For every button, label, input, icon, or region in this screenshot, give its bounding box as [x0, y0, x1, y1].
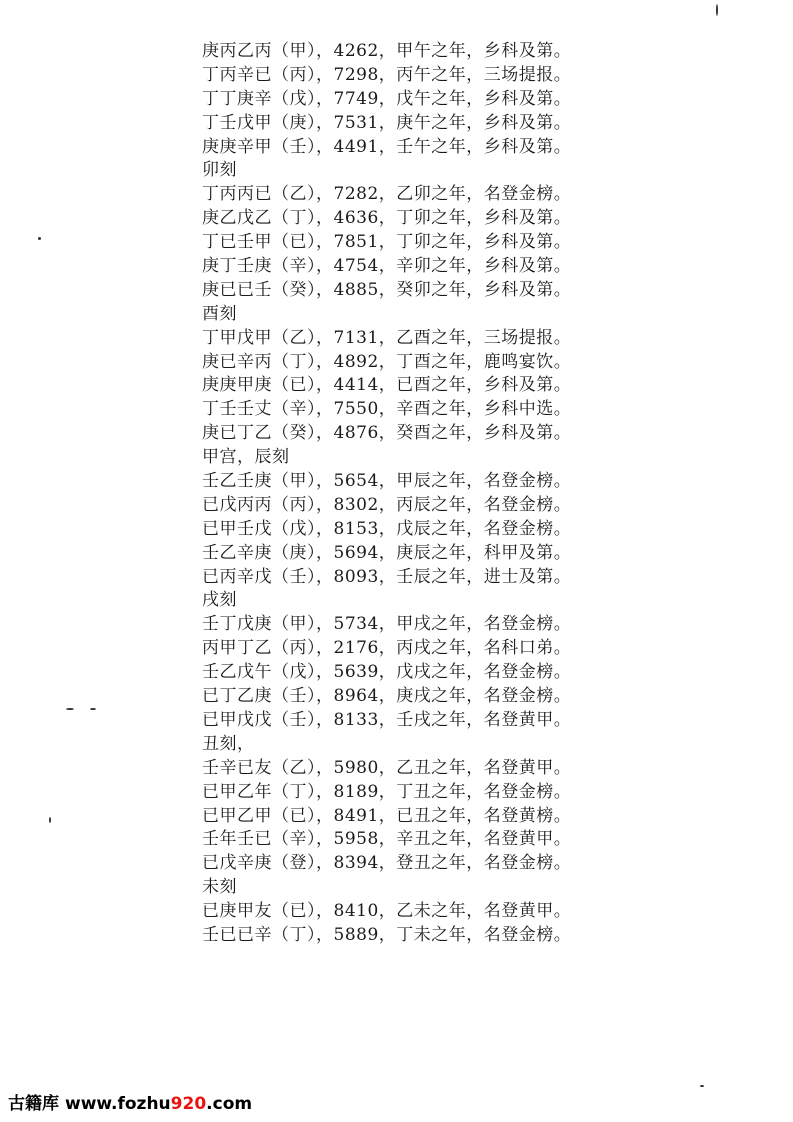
- footer-url-number[interactable]: 920: [170, 1094, 207, 1114]
- scan-speck: [38, 237, 41, 240]
- scan-speck: [716, 4, 718, 16]
- text-line: 壬乙壬庚（甲），5654，甲辰之年，名登金榜。: [202, 471, 572, 492]
- section-heading: 卯刻: [202, 160, 237, 181]
- text-line: 壬丁戊庚（甲），5734，甲戌之年，名登金榜。: [202, 614, 572, 635]
- text-line: 庚庚甲庚（已），4414，已酉之年，乡科及第。: [202, 375, 572, 396]
- scan-speck: [90, 708, 96, 710]
- text-line: 庚丁壬庚（辛），4754，辛卯之年，乡科及第。: [202, 256, 572, 277]
- text-line: 丁壬壬丈（辛），7550，辛酉之年，乡科中选。: [202, 399, 572, 420]
- text-line: 已甲乙年（丁），8189，丁丑之年，名登金榜。: [202, 781, 572, 802]
- text-line: 壬已已辛（丁），5889，丁未之年，名登金榜。: [202, 924, 572, 945]
- section-heading: 丑刻，: [202, 733, 255, 754]
- section-heading: 甲宫，辰刻: [202, 447, 290, 468]
- footer-url-suffix[interactable]: .com: [206, 1094, 253, 1114]
- footer-url-prefix[interactable]: www.fozhu: [65, 1094, 171, 1114]
- scan-speck: [66, 708, 74, 710]
- section-heading: 酉刻: [202, 303, 237, 324]
- watermark-footer: [8, 1089, 252, 1113]
- text-line: 丙甲丁乙（丙），2176，丙戌之年，名科口弟。: [202, 638, 572, 659]
- text-line: 已戊辛庚（登），8394，登丑之年，名登金榜。: [202, 853, 572, 874]
- text-line: 庚庚辛甲（壬），4491，壬午之年，乡科及第。: [202, 136, 572, 157]
- footer-brand: 古籍库: [8, 1094, 59, 1114]
- text-line: 庚已辛丙（丁），4892，丁酉之年，鹿鸣宴饮。: [202, 351, 572, 372]
- text-line: 壬乙戊午（戊），5639，戊戌之年，名登金榜。: [202, 662, 572, 683]
- text-block: [200, 40, 620, 948]
- scan-speck: [49, 817, 51, 823]
- text-line: 已戊丙丙（丙），8302，丙辰之年，名登金榜。: [202, 494, 572, 515]
- text-line: 丁壬戊甲（庚），7531，庚午之年，乡科及第。: [202, 112, 572, 133]
- scan-speck: [700, 1085, 704, 1087]
- text-line: 已甲乙甲（已），8491，已丑之年，名登黄榜。: [202, 805, 572, 826]
- text-line: 壬辛已友（乙），5980，乙丑之年，名登黄甲。: [202, 757, 572, 778]
- text-line: 壬年壬已（辛），5958，辛丑之年，名登黄甲。: [202, 829, 572, 850]
- text-line: 丁丙丙已（乙），7282，乙卯之年，名登金榜。: [202, 184, 572, 205]
- text-line: 庚已已壬（癸），4885，癸卯之年，乡科及第。: [202, 279, 572, 300]
- text-line: 已庚甲友（已），8410，乙未之年，名登黄甲。: [202, 901, 572, 922]
- text-line: 丁甲戊甲（乙），7131，乙酉之年，三场提报。: [202, 327, 572, 348]
- section-heading: 戌刻: [202, 590, 237, 611]
- text-line: 已甲壬戊（戊），8153，戊辰之年，名登金榜。: [202, 518, 572, 539]
- text-line: 庚已丁乙（癸），4876，癸酉之年，乡科及第。: [202, 423, 572, 444]
- text-line: 庚乙戊乙（丁），4636，丁卯之年，乡科及第。: [202, 208, 572, 229]
- text-line: 已甲戊戊（壬），8133，壬戌之年，名登黄甲。: [202, 709, 572, 730]
- text-line: 已丙辛戊（壬），8093，壬辰之年，进士及第。: [202, 566, 572, 587]
- text-line: 庚丙乙丙（甲），4262，甲午之年，乡科及第。: [202, 41, 572, 61]
- text-line: 壬乙辛庚（庚），5694，庚辰之年，科甲及第。: [202, 542, 572, 563]
- text-line: 已丁乙庚（壬），8964，庚戌之年，名登金榜。: [202, 686, 572, 707]
- section-heading: 未刻: [202, 877, 237, 898]
- text-line: 丁丙辛已（丙），7298，丙午之年，三场提报。: [202, 64, 572, 85]
- text-line: 丁已壬甲（已），7851，丁卯之年，乡科及第。: [202, 232, 572, 253]
- text-line: 丁丁庚辛（戊），7749，戊午之年，乡科及第。: [202, 88, 572, 109]
